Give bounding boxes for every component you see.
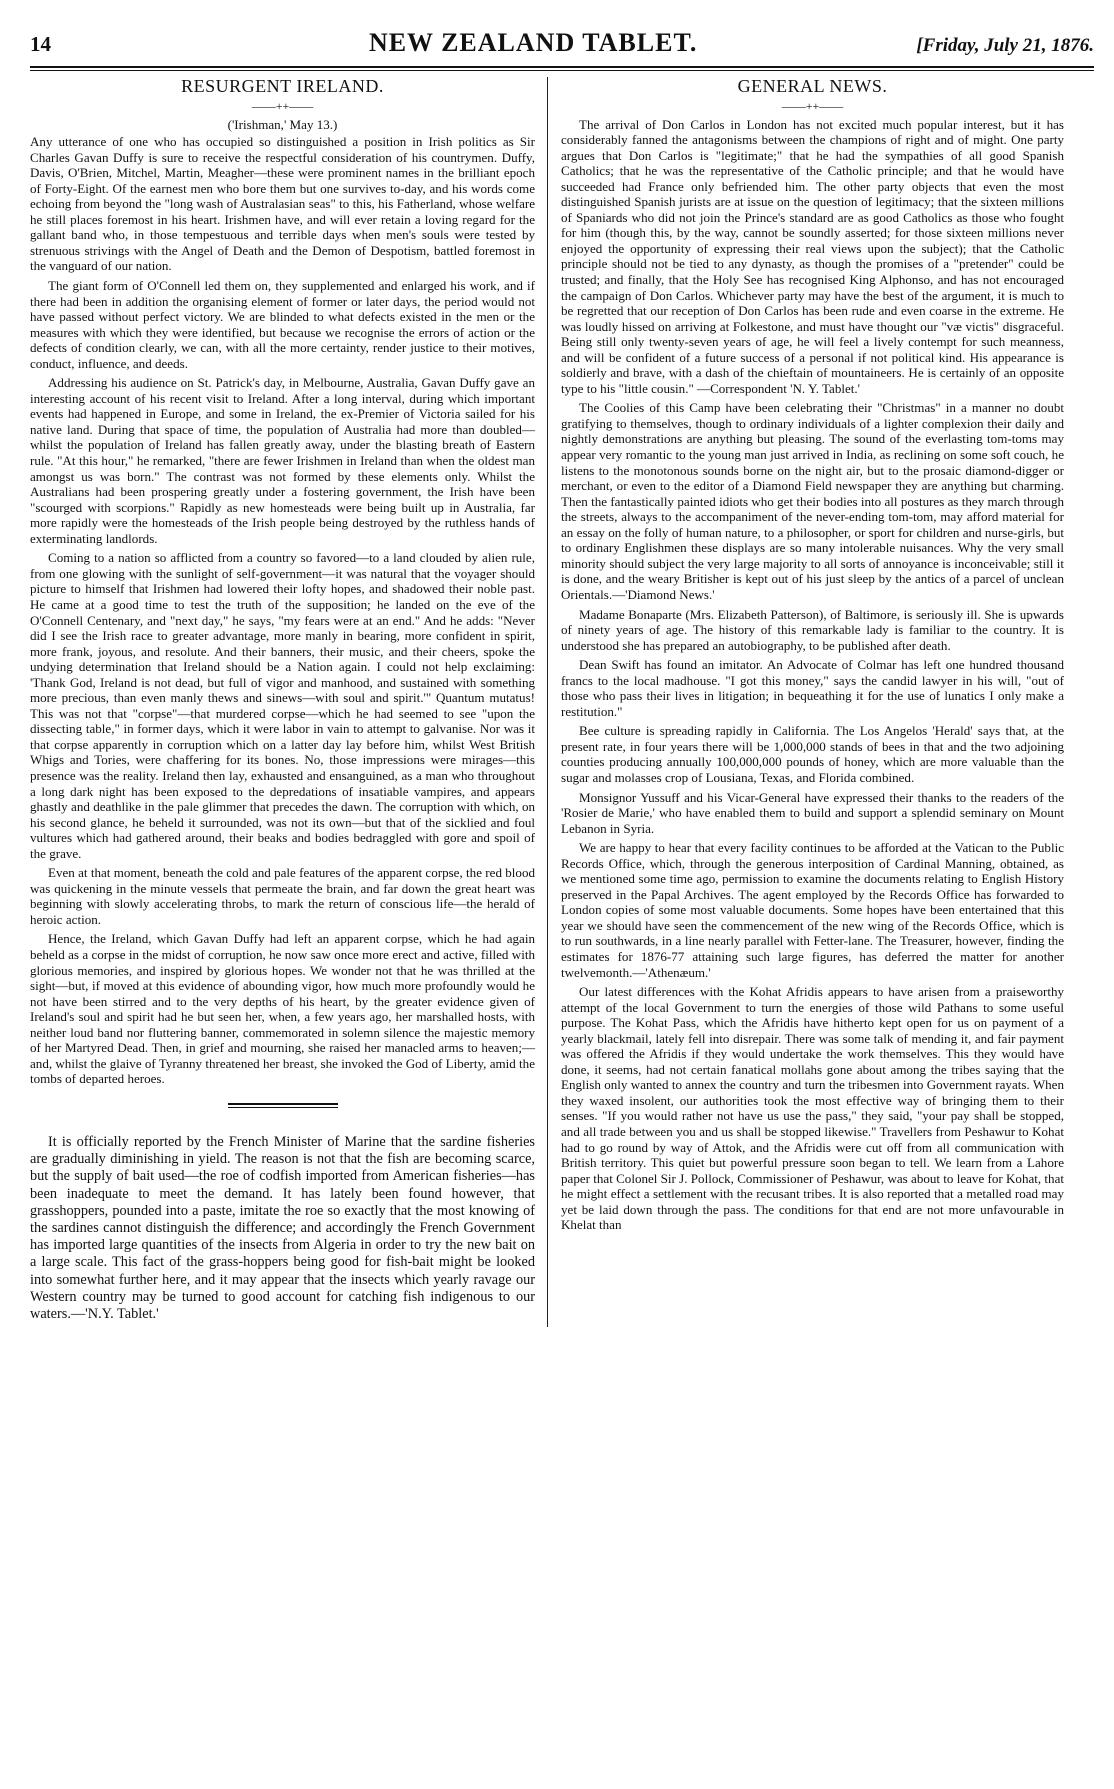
article-source: ('Irishman,' May 13.): [227, 116, 338, 132]
news-item: Madame Bonaparte (Mrs. Elizabeth Patterson), of Baltimore, is seriously ill. She is upwards of ninety years of age. The history of this remarkable lady is familiar to the country. It is understood she has prepared an autobiography, to be published after death.: [561, 606, 1064, 653]
left-column: [30, 77, 547, 1327]
news-snippet: It is officially reported by the French Minister of Marine that the sardine fisheries are gradually diminishing in yield. The reason is not that the fish are becoming scarce, but the supply of bait used—the roe of codfish imported from American fisheries—has been inadequate to meet the demand. It has lately been found however, that grasshoppers, pounded into a paste, imitate the roe so exactly that the most knowing of the sardines cannot distinguish the difference; and accordingly the French Government has imported large quantities of the insects from Algeria in order to try the new bait on a large scale. This fact of the grass-hoppers being good for fish-bait might be looked into somewhat further here, and it may appear that the insects which yearly ravage our Western country may be turned to good account for catching fish indigenous to our waters.—'N.Y. Tablet.': [30, 1133, 535, 1322]
news-item: Dean Swift has found an imitator. An Advocate of Colmar has left one hundred thousand francs to the local madhouse. "I got this money," says the candid lawyer in his will, "out of those who pass their lives in litigation; in bequeathing it for the use of lunatics I only make a restitution.": [561, 657, 1064, 719]
news-item: The arrival of Don Carlos in London has not excited much popular interest, but it has considerably fanned the antagonisms between the champions of right and of might. One party argues that Don Carlos is "legitimate;" that he had the sympathies of all good Spanish Catholics; that he was the representative of the Catholic principle; and that he would have succeeded had France only befriended him. The other party objects that even the most distinguished Spanish jurists are at issue on the question of legitimacy; that the sixteen millions of Spaniards who did not join the Prince's standard are as good Catholics as those who fought for him (though this, by the way, cannot be soundly asserted; for those sixteen millions never enjoyed the opportunity of expressing their real views upon the subject); that the Catholic principle should not be tied to any dynasty, as though the promises of a "pretender" could be trusted; and finally, that the Holy See has recognised King Alphonso, and has not encouraged the campaign of Don Carlos. Whichever party may have the best of the argument, it is much to be regretted that our reception of Don Carlos has been rude and even coarse in the extreme. He was loudly hissed on arriving at Folkestone, and must have thought our "væ victis" disgraceful. Being still only twenty-seven years of age, he will feel a lively contempt for such meanness, and will be confident of a future success of a personal if not political kind. His appearance is soldierly and brave, with a dash of the chieftain of mountaineers. He is certainly of an opposite type to his "little cousin." —Correspondent 'N. Y. Tablet.': [561, 116, 1064, 396]
paper-title: NEW ZEALAND TABLET.: [368, 28, 698, 57]
section-title: GENERAL NEWS.: [737, 76, 888, 96]
article-title: RESURGENT IRELAND.: [181, 76, 384, 96]
news-item: Our latest differences with the Kohat Afridis appears to have arisen from a praiseworthy attempt of the local Government to turn the energies of those wild Pathans to some useful purpose. The Kohat Pass, which the Afridis have hitherto kept open for us on payment of a yearly blackmail, lately fell into disrepair. There was some talk of mending it, and fair payment was offered the Afridis if they would undertake the work themselves. This they would have done, it seems, had not certain fanatical mollahs gone about among the tribes saying that the English only wanted to annex the country and turn the tribesmen into Government rayats. When they waxed insolent, our authorities took the most effective way of bringing them to their senses. "If you would rather not have us use the pass," they said, "your pay shall be stopped, and all trade between you and us shall be stopped likewise." Travellers from Peshawur to Kohat had to go round by way of Attok, and the Afridis were cut off from all communication with British territory. This quiet but powerful pressure soon began to tell. We learn from a Lahore paper that Colonel Sir J. Pollock, Commissioner of Peshawur, was about to leave for Kohat, that he might effect a settlement with the recusant tribes. It is also reported that a metalled road may yet be laid down through the pass. The conditions for that end are not more unfavourable in Khelat than: [561, 984, 1064, 1233]
section-separator: [228, 1103, 338, 1108]
article-paragraph: Even at that moment, beneath the cold and pale features of the apparent corpse, the red blood was quickening in the minute vessels that permeate the brain, and far down the great heart was beginning with slowly accelerating throbs, to mark the return of conscious life—the herald of heroic action.: [30, 865, 535, 927]
columns: [30, 77, 1094, 1327]
news-item: We are happy to hear that every facility continues to be afforded at the Vatican to the Public Records Office, which, through the generous interposition of Cardinal Manning, obtained, as we mentioned some time ago, permission to examine the documents relating to English History preserved in the Papal Archives. The agent employed by the Records Office has forwarded to London copies of some most valuable documents. Some hopes have been entertained that this year we should have seen the commencement of the new wing of the Records Office, which is to run southwards, in a line nearly parallel with Fetter-lane. The Treasurer, however, finding the estimates for 1876-77 attaining such large figures, has deferred the matter for another twelvemonth.—'Athenæum.': [561, 840, 1064, 980]
title-ornament: ——++——: [251, 98, 314, 113]
news-item: Bee culture is spreading rapidly in California. The Los Angelos 'Herald' says that, at the present rate, in four years there will be 1,000,000 stands of bees in that and the two adjoining counties producing annually 100,000,000 pounds of honey, which are more valuable than the sugar and molasses crop of Lousiana, Texas, and Florida combined.: [561, 723, 1064, 785]
article-paragraph: Any utterance of one who has occupied so distinguished a position in Irish politics as Sir Charles Gavan Duffy is sure to receive the respectful consideration of his countrymen. Duffy, Davis, O'Brien, Mitchel, Martin, Meagher—these were prominent names in the brilliant epoch of Forty-Eight. Of the earnest men who bore them but one survives to-day, and his words come echoing from beyond the "long wash of Australasian seas" to this, his Fatherland, whose welfare he still places foremost in his heart. Irishmen have, and will ever retain a loving regard for the gallant band who, in those tempestuous and terrible days when men's souls were tested by strenuous strivings with the Angel of Death and the Demon of Despotism, battled foremost in the vanguard of our nation.: [30, 134, 535, 274]
article-paragraph: Coming to a nation so afflicted from a country so favored—to a land clouded by alien rule, from one glowing with the sunlight of self-government—it was natural that the voyager should picture to himself that Irishmen had lowered their lofty hopes, and shadowed their noble past. He came at a good time to test the truth of the supposition; he landed on the eve of the O'Connell Centenary, and "next day," he says, "my fears were at an end." And he adds: "Never did I see the Irish race to greater advantage, more manly in bearing, more confident in spirit, more frank, joyous, and resolute. And their banners, their music, and their cheers, spoke the undying determination that Ireland should be a Nation again. I could not help exclaiming: 'Thank God, Ireland is not dead, but full of vigor and manhood, and sustained with something more precious, than even manly thews and sinews—with soul and spirit.'" Quantum mutatus! This was not that "corpse"—that murdered corpse—which he had seemed to see "upon the dissecting table," in former days, which it were labor in vain to attempt to galvanise. Nor was it that corpse apparently in corruption which on a latter day lay before him, whilst West British Whigs and Tories, were chaffering for its bones. No, those impressions were mirages—this presence was the reality. Ireland then lay, exhausted and ensanguined, as a man who throughout a long dark night has been exposed to the depredations of insatiable vampires, and appears ghastly and deathlike in the pale glimmer that precedes the dawn. The corruption with which, on his second glance, he beheld it surrounded, was not its own—but that of the sicklied and foul vultures which had gathered around, their beaks and bodies bedraggled with gore and spoil of the grave.: [30, 550, 535, 861]
right-column: [547, 77, 1064, 1327]
masthead: [30, 28, 1094, 62]
article-paragraph: Addressing his audience on St. Patrick's day, in Melbourne, Australia, Gavan Duffy gave an interesting account of his recent visit to Ireland. After a long interval, during which important events had happened in Europe, and some in Ireland, the ex-Premier of Victoria sailed for his native land. During that space of time, the population of Australia had more than doubled—whilst the population of Ireland has fallen greatly away, under the blasting breath of Eastern rule. "At this hour," he remarked, "there are fewer Irishmen in Ireland than when the oldest man amongst us was born." The contrast was not formed by these elements only. Whilst the Australians had been prospering greatly under a fostering government, the Irish have been "scourged with scorpions." Rapidly as new homesteads were being built up in Australia, far more rapidly were the homesteads of the Irish people being destroyed by the ruthless hands of exterminating landlords.: [30, 375, 535, 546]
page-number: 14: [30, 32, 51, 56]
masthead-rule: [30, 66, 1094, 71]
issue-date: [Friday, July 21, 1876.: [916, 35, 1094, 56]
news-item: Monsignor Yussuff and his Vicar-General have expressed their thanks to the readers of the 'Rosier de Marie,' who have enabled them to build and support a splendid seminary on Mount Lebanon in Syria.: [561, 789, 1064, 836]
article-paragraph: The giant form of O'Connell led them on, they supplemented and enlarged his work, and if there had been in addition the organising element of former or later days, the period would not have passed without perfect victory. We are blinded to what defects existed in the men or the measures with which they were identified, but because we recognise the errors of action or the defects of condition clearly, we can, with all the more certainty, render justice to their motives, conduct, influence, and deeds.: [30, 278, 535, 371]
news-item: The Coolies of this Camp have been celebrating their "Christmas" in a manner no doubt gratifying to themselves, though to ordinary individuals of a lighter complexion their daily and nightly demonstrations are anything but pleasing. The sound of the everlasting tom-toms may appear very romantic to the young man just arrived in India, as reclining on some soft couch, he listens to the monotonous sounds borne on the night air, but to the prosaic diamond-digger or merchant, or even to the editor of a Diamond Field newspaper they are anything but charming. Then the fantastically painted idiots who get their bodies into all postures as they march through the streets, always to the accompaniment of the never-ending tom-tom, may afford material for an essay on the folly of human nature, to a philosopher, or sport for children and nurse-girls, but to ordinary Englishmen these displays are so many intolerable nuisances. Why the very small minority should subject the very large majority to all sorts of annoyance is inconceivable; still it is done, and the weary Britisher is kept out of his just sleep by the antics of a parcel of unclean Orientals.—'Diamond News.': [561, 400, 1064, 602]
title-ornament: ——++——: [781, 98, 844, 113]
article-paragraph: Hence, the Ireland, which Gavan Duffy had left an apparent corpse, which he had again beheld as a corpse in the midst of corruption, he now saw once more erect and active, filled with glorious memories, and inspired by glorious hopes. We wonder not that he was thrilled at the sight—but, if moved at this evidence of abounding vigor, how much more profoundly would he not have been stirred and to the very depths of his heart, by the greater evidence given of Ireland's soul and spirit had he but seen her, when, a few years ago, her marshalled hosts, with neither loud band nor fluttering banner, commemorated in solemn silence the majestic memory of her Martyred Dead. Then, in grief and mourning, she raised her manacled arms to heaven;—and, whilst the glaive of Tyranny threatened her breast, she invoked the God of Liberty, amid the tombs of departed heroes.: [30, 931, 535, 1087]
